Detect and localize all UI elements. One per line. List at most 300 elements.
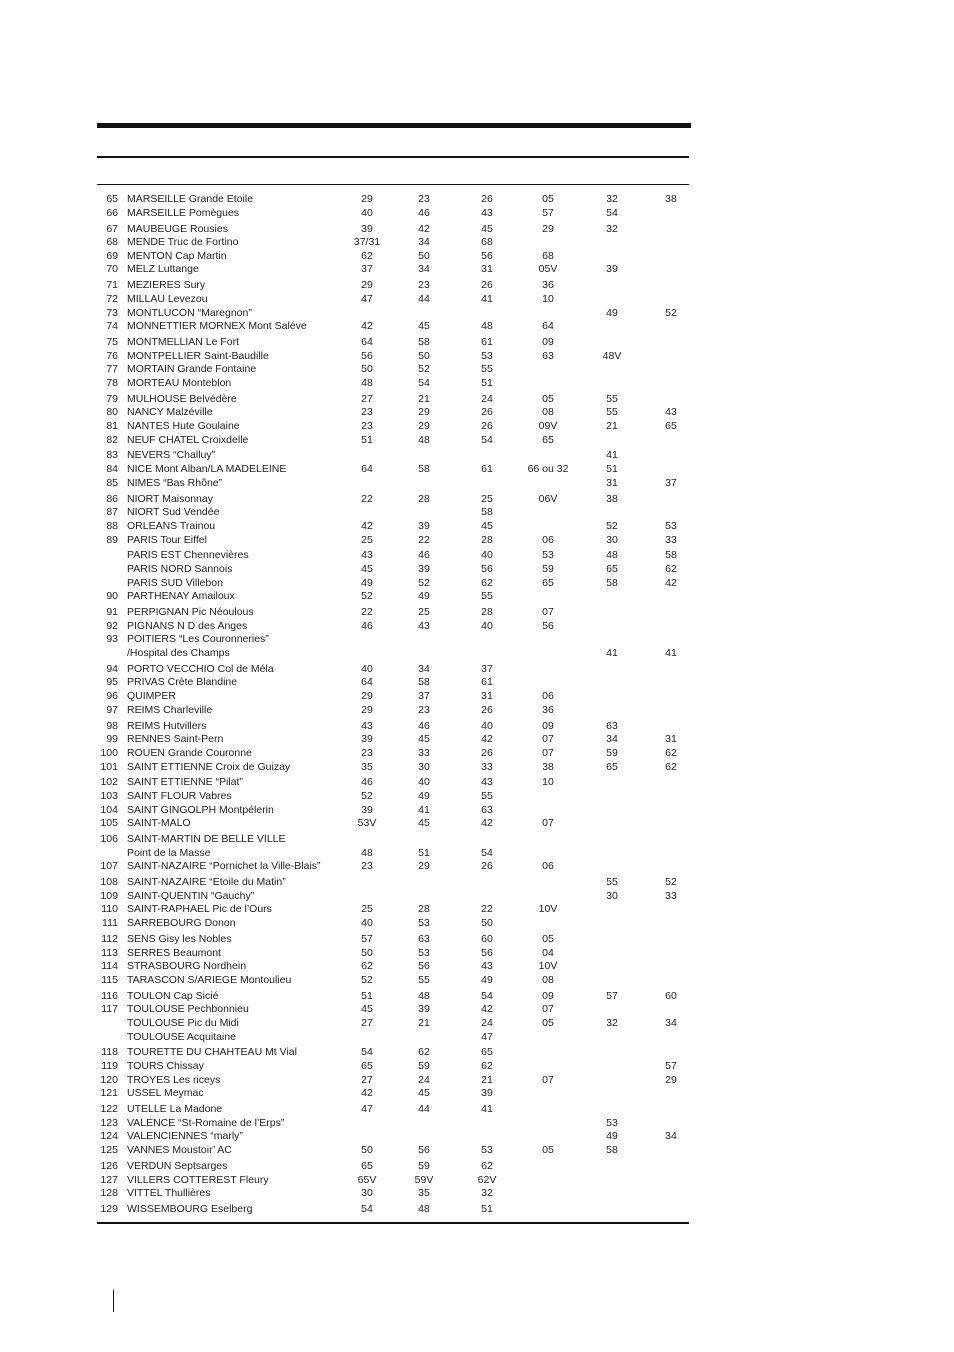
channel-value-1: 40 xyxy=(361,206,373,219)
station-name: POITIERS “Les Couronneries” xyxy=(127,633,269,646)
station-name: NANTES Hute Goulaine xyxy=(127,420,240,432)
header-rule-thick xyxy=(97,123,691,128)
row-number: 95 xyxy=(106,676,118,689)
channel-value-4: 10 xyxy=(542,776,554,789)
row-number: 128 xyxy=(100,1187,118,1200)
channel-value-2: 46 xyxy=(418,549,430,562)
channel-value-3: 62 xyxy=(481,1060,493,1072)
row-number: 85 xyxy=(106,476,118,489)
channel-value-1: 49 xyxy=(361,576,373,589)
channel-value-4: 07 xyxy=(542,606,554,618)
channel-value-4: 05 xyxy=(542,1016,554,1029)
channel-value-4: 05V xyxy=(538,263,558,276)
channel-value-2: 46 xyxy=(418,206,430,219)
station-name: SAINT-NAZAIRE “Pornichet la Ville-Blais” xyxy=(127,860,321,873)
channel-value-3: 40 xyxy=(481,549,493,562)
channel-value-2: 35 xyxy=(418,1187,430,1200)
channel-value-2: 44 xyxy=(418,1103,430,1116)
station-name: PARIS SUD Villebon xyxy=(127,576,223,589)
channel-value-6: 62 xyxy=(665,562,677,575)
channel-value-1: 62 xyxy=(361,960,373,973)
station-name: MORTEAU Monteblon xyxy=(127,376,232,389)
station-name: MENDE Truc de Fortino xyxy=(127,236,239,249)
station-name: NIORT Maisonnay xyxy=(127,492,213,505)
channel-value-6: 41 xyxy=(665,647,677,659)
channel-value-3: 65 xyxy=(481,1046,493,1059)
row-number: 108 xyxy=(100,876,118,889)
row-number: 115 xyxy=(101,973,118,986)
station-name: SENS Gisy les Nobles xyxy=(127,932,232,945)
channel-value-1: 64 xyxy=(361,335,373,348)
channel-value-3: 24 xyxy=(481,1016,493,1029)
channel-value-2: 52 xyxy=(418,363,430,376)
channel-value-6: 58 xyxy=(665,549,677,562)
channel-value-1: 25 xyxy=(361,533,373,546)
channel-value-4: 59 xyxy=(542,562,554,575)
channel-value-4: 06V xyxy=(538,492,558,505)
channel-value-5: 58 xyxy=(606,1144,618,1157)
station-name: MARSEILLE Pomègues xyxy=(127,206,240,219)
channel-value-4: 09 xyxy=(542,719,554,732)
channel-value-6: 60 xyxy=(665,989,677,1002)
channel-value-3: 26 xyxy=(481,406,493,419)
channel-value-2: 29 xyxy=(418,420,430,432)
channel-value-1: 29 xyxy=(361,279,373,292)
station-name: VANNES Moustoir’ AC xyxy=(127,1144,232,1157)
page-margin-mark xyxy=(113,1290,114,1312)
channel-value-5: 41 xyxy=(606,449,618,462)
channel-value-4: 04 xyxy=(542,946,554,959)
channel-value-1: 43 xyxy=(361,719,373,732)
row-number: 125 xyxy=(100,1144,118,1157)
channel-value-6: 31 xyxy=(665,733,677,746)
row-number: 88 xyxy=(106,519,118,532)
station-name: SAINT ETTIENNE Croix de Guizay xyxy=(127,760,291,773)
channel-value-2: 59 xyxy=(418,1159,430,1172)
station-name: UTELLE La Madone xyxy=(127,1103,223,1116)
station-name: RENNES Saint-Pern xyxy=(127,733,224,746)
channel-value-4: 66 ou 32 xyxy=(527,463,569,476)
channel-value-3: 41 xyxy=(481,292,493,305)
channel-value-2: 43 xyxy=(418,619,430,632)
channel-value-3: 68 xyxy=(481,236,493,249)
channel-value-3: 45 xyxy=(481,519,493,532)
channel-value-2: 39 xyxy=(418,519,430,532)
station-name: NEUF CHATEL Croixdelle xyxy=(127,433,249,446)
row-number: 68 xyxy=(106,236,118,249)
channel-value-4: 05 xyxy=(542,1144,554,1157)
channel-value-4: 07 xyxy=(542,817,554,830)
station-name: PORTO VECCHIO Col de Méla xyxy=(127,662,274,675)
channel-value-3: 40 xyxy=(481,719,493,732)
channel-value-1: 47 xyxy=(361,1103,373,1116)
row-number: 119 xyxy=(101,1060,118,1072)
channel-value-3: 42 xyxy=(481,817,493,830)
channel-value-3: 51 xyxy=(481,1203,493,1215)
channel-value-1: 56 xyxy=(361,349,373,362)
channel-value-4: 65 xyxy=(542,433,554,446)
station-name: SAINT GINGOLPH Montpélerin xyxy=(127,803,274,816)
channel-value-2: 33 xyxy=(418,746,430,759)
channel-value-2: 45 xyxy=(418,1087,430,1100)
channel-value-5: 54 xyxy=(606,206,618,219)
row-number: 114 xyxy=(101,960,118,973)
channel-value-3: 55 xyxy=(481,789,493,802)
channel-value-4: 10V xyxy=(538,960,558,973)
channel-value-2: 34 xyxy=(418,236,430,249)
channel-value-2: 58 xyxy=(418,463,430,476)
row-number: 89 xyxy=(106,533,118,546)
channel-value-3: 55 xyxy=(481,590,493,603)
channel-value-4: 29 xyxy=(542,222,554,235)
station-name: SAINT ETTIENNE “Pilat” xyxy=(127,776,243,789)
row-number: 97 xyxy=(106,703,118,716)
channel-value-1: 57 xyxy=(361,932,373,945)
channel-value-4: 06 xyxy=(542,533,554,546)
station-name: VALENCIENNES “marly” xyxy=(127,1130,243,1143)
channel-value-5: 41 xyxy=(606,647,618,659)
channel-value-2: 40 xyxy=(418,776,430,789)
channel-value-6: 65 xyxy=(665,420,677,432)
channel-value-3: 40 xyxy=(481,619,493,632)
channel-value-3: 62 xyxy=(481,1159,493,1172)
channel-value-1: 42 xyxy=(361,1087,373,1100)
channel-value-1: 50 xyxy=(361,946,373,959)
row-number: 99 xyxy=(106,733,118,746)
header-rule-thin xyxy=(97,156,689,158)
channel-value-5: 30 xyxy=(606,533,618,546)
channel-value-2: 52 xyxy=(418,576,430,589)
channel-value-3: 42 xyxy=(481,1003,493,1016)
channel-value-3: 26 xyxy=(481,193,493,205)
channel-value-1: 25 xyxy=(361,903,373,916)
station-name: TARASCON S/ARIEGE Montoulieu xyxy=(127,973,292,986)
row-number: 118 xyxy=(101,1046,118,1059)
channel-value-3: 54 xyxy=(481,846,493,859)
channel-value-1: 50 xyxy=(361,363,373,376)
channel-value-4: 38 xyxy=(542,760,554,773)
channel-value-1: 52 xyxy=(361,973,373,986)
channel-value-3: 49 xyxy=(481,973,493,986)
channel-value-3: 58 xyxy=(481,506,493,519)
channel-value-4: 65 xyxy=(542,576,554,589)
channel-value-5: 57 xyxy=(606,989,618,1002)
channel-value-3: 22 xyxy=(481,903,493,916)
row-number: 84 xyxy=(106,463,118,476)
channel-value-1: 29 xyxy=(361,703,373,716)
row-number: 106 xyxy=(100,833,118,845)
station-name: TROYES Les riceys xyxy=(127,1073,221,1086)
channel-value-1: 27 xyxy=(361,392,373,405)
channel-value-6: 53 xyxy=(665,519,677,532)
table-bottom-rule xyxy=(97,1222,689,1224)
channel-value-2: 23 xyxy=(418,193,430,205)
channel-value-4: 09 xyxy=(542,989,554,1002)
channel-value-4: 07 xyxy=(542,733,554,746)
channel-value-5: 31 xyxy=(606,476,618,489)
station-name: TOURS Chissay xyxy=(127,1060,204,1072)
station-name: PRIVAS Crète Blandine xyxy=(127,676,238,689)
row-number: 96 xyxy=(106,690,118,703)
station-name: NIMES “Bas Rhône” xyxy=(127,476,223,489)
row-number: 77 xyxy=(106,363,118,376)
channel-value-1: 47 xyxy=(361,292,373,305)
station-name: MORTAIN Grande Fontaine xyxy=(127,363,257,376)
station-name: VILLERS COTTEREST Fleury xyxy=(127,1173,269,1186)
station-name: MONTLUCON “Maregnon” xyxy=(127,306,252,319)
station-name: TOULOUSE Acquitaine xyxy=(127,1030,236,1043)
channel-value-2: 29 xyxy=(418,860,430,873)
station-name: PARTHENAY Amailoux xyxy=(127,590,235,603)
channel-value-2: 48 xyxy=(418,1203,430,1215)
row-number: 67 xyxy=(106,222,118,235)
station-name: MONNETTIER MORNEX Mont Saléve xyxy=(127,320,307,333)
channel-value-2: 45 xyxy=(418,733,430,746)
channel-value-3: 26 xyxy=(481,703,493,716)
row-number: 98 xyxy=(106,719,118,732)
channel-value-6: 52 xyxy=(665,306,677,319)
channel-value-3: 51 xyxy=(481,376,493,389)
channel-value-4: 64 xyxy=(542,320,554,333)
channel-value-4: 05 xyxy=(542,193,554,205)
channel-value-1: 23 xyxy=(361,746,373,759)
channel-value-3: 62V xyxy=(477,1173,497,1186)
channel-value-1: 42 xyxy=(361,320,373,333)
channel-value-3: 26 xyxy=(481,746,493,759)
channel-value-4: 09 xyxy=(542,335,554,348)
channel-value-4: 07 xyxy=(542,1073,554,1086)
channel-value-2: 39 xyxy=(418,562,430,575)
row-number: 111 xyxy=(102,917,118,930)
channel-value-3: 56 xyxy=(481,946,493,959)
channel-value-1: 48 xyxy=(361,846,373,859)
channel-value-1: 29 xyxy=(361,690,373,703)
row-number: 76 xyxy=(106,349,118,362)
row-number: 94 xyxy=(106,662,118,675)
channel-value-2: 51 xyxy=(418,846,430,859)
row-number: 91 xyxy=(106,606,118,618)
channel-value-5: 32 xyxy=(606,222,618,235)
channel-value-2: 41 xyxy=(418,803,430,816)
channel-value-6: 33 xyxy=(665,889,677,902)
channel-value-5: 49 xyxy=(606,1130,618,1143)
channel-value-3: 39 xyxy=(481,1087,493,1100)
row-number: 126 xyxy=(100,1159,118,1172)
station-name: VITTEL Thullières xyxy=(127,1187,211,1200)
channel-value-1: 52 xyxy=(361,590,373,603)
channel-value-1: 50 xyxy=(361,1144,373,1157)
channel-value-5: 63 xyxy=(606,719,618,732)
channel-value-3: 56 xyxy=(481,249,493,262)
channel-value-3: 54 xyxy=(481,433,493,446)
station-name: MARSEILLE Grande Etoile xyxy=(127,193,254,205)
channel-value-4: 10 xyxy=(542,292,554,305)
channel-value-3: 26 xyxy=(481,860,493,873)
table-top-rule xyxy=(97,184,689,185)
row-number: 105 xyxy=(100,817,118,830)
row-number: 112 xyxy=(101,932,118,945)
channel-value-5: 49 xyxy=(606,306,618,319)
channel-value-1: 51 xyxy=(361,433,373,446)
station-name: NEVERS “Challuy” xyxy=(127,449,216,462)
channel-value-1: 40 xyxy=(361,662,373,675)
channel-value-4: 68 xyxy=(542,249,554,262)
row-number: 109 xyxy=(100,889,118,902)
row-number: 121 xyxy=(100,1087,118,1100)
station-name: QUIMPER xyxy=(127,690,177,703)
station-name: WISSEMBOURG Eselberg xyxy=(127,1203,253,1215)
station-name: TOULOUSE Pic du Midi xyxy=(127,1016,239,1029)
row-number: 123 xyxy=(100,1116,118,1129)
row-number: 127 xyxy=(100,1173,118,1186)
channel-value-5: 55 xyxy=(606,406,618,419)
channel-value-1: 42 xyxy=(361,519,373,532)
channel-value-2: 24 xyxy=(418,1073,430,1086)
channel-value-1: 62 xyxy=(361,249,373,262)
channel-value-1: 39 xyxy=(361,733,373,746)
station-name: NANCY Malzéville xyxy=(127,406,213,419)
row-number: 113 xyxy=(101,946,118,959)
channel-value-6: 62 xyxy=(665,746,677,759)
channel-value-2: 56 xyxy=(418,960,430,973)
row-number: 86 xyxy=(106,492,118,505)
channel-value-5: 39 xyxy=(606,263,618,276)
station-name: REIMS Hutvillers xyxy=(127,719,207,732)
station-name: SAINT-QUENTIN “Gauchy” xyxy=(127,889,255,902)
channel-value-5: 65 xyxy=(606,760,618,773)
channel-value-3: 26 xyxy=(481,420,493,432)
channel-value-2: 28 xyxy=(418,492,430,505)
station-name: PERPIGNAN Pic Néoulous xyxy=(127,606,254,618)
channel-value-2: 39 xyxy=(418,1003,430,1016)
channel-value-2: 34 xyxy=(418,662,430,675)
channel-value-2: 50 xyxy=(418,349,430,362)
channel-value-5: 55 xyxy=(606,392,618,405)
station-name: SAINT-MALO xyxy=(127,817,191,830)
station-name: VALENCE “St-Romaine de l’Erps” xyxy=(127,1116,285,1129)
channel-value-4: 36 xyxy=(542,703,554,716)
station-name: PARIS NORD Sannois xyxy=(127,562,233,575)
channel-value-1: 23 xyxy=(361,406,373,419)
channel-value-3: 24 xyxy=(481,392,493,405)
channel-value-1: 54 xyxy=(361,1203,373,1215)
channel-value-3: 63 xyxy=(481,803,493,816)
channel-value-5: 58 xyxy=(606,576,618,589)
channel-value-4: 56 xyxy=(542,619,554,632)
channel-value-5: 55 xyxy=(606,876,618,889)
station-name: TOULOUSE Pechbonnieu xyxy=(127,1003,249,1016)
channel-value-1: 65 xyxy=(361,1060,373,1072)
channel-value-3: 61 xyxy=(481,335,493,348)
row-number: 92 xyxy=(106,619,118,632)
channel-value-3: 43 xyxy=(481,960,493,973)
channel-value-4: 07 xyxy=(542,1003,554,1016)
channel-value-3: 33 xyxy=(481,760,493,773)
channel-value-5: 21 xyxy=(606,420,618,432)
channel-value-3: 31 xyxy=(481,263,493,276)
channel-value-2: 30 xyxy=(418,760,430,773)
channel-value-2: 62 xyxy=(418,1046,430,1059)
channel-value-1: 64 xyxy=(361,463,373,476)
channel-value-5: 34 xyxy=(606,733,618,746)
channel-value-1: 30 xyxy=(361,1187,373,1200)
row-number: 79 xyxy=(106,392,118,405)
channel-value-6: 52 xyxy=(665,876,677,889)
channel-value-4: 09V xyxy=(538,420,558,432)
row-number: 117 xyxy=(101,1003,118,1016)
channel-value-1: 23 xyxy=(361,860,373,873)
channel-value-3: 28 xyxy=(481,606,493,618)
station-name: VERDUN Septsarges xyxy=(127,1159,228,1172)
row-number: 70 xyxy=(106,263,118,276)
channel-value-1: 45 xyxy=(361,562,373,575)
channel-value-5: 30 xyxy=(606,889,618,902)
channel-value-2: 54 xyxy=(418,376,430,389)
station-name: MAUBEUGE Rousies xyxy=(127,222,228,235)
channel-value-2: 25 xyxy=(418,606,430,618)
channel-value-3: 55 xyxy=(481,363,493,376)
station-name: MILLAU Levezou xyxy=(127,292,208,305)
channel-value-3: 43 xyxy=(481,776,493,789)
channel-value-3: 61 xyxy=(481,676,493,689)
channel-value-3: 54 xyxy=(481,989,493,1002)
channel-value-1: 23 xyxy=(361,420,373,432)
channel-value-5: 32 xyxy=(606,1016,618,1029)
channel-value-3: 37 xyxy=(481,662,493,675)
channel-value-2: 29 xyxy=(418,406,430,419)
station-name: MENTON Cap Martin xyxy=(127,249,227,262)
channel-value-6: 42 xyxy=(665,576,677,589)
channel-value-2: 48 xyxy=(418,989,430,1002)
channel-value-3: 61 xyxy=(481,463,493,476)
channel-value-2: 45 xyxy=(418,817,430,830)
channel-value-5: 53 xyxy=(606,1116,618,1129)
channel-value-3: 62 xyxy=(481,576,493,589)
row-number: 73 xyxy=(106,306,118,319)
channel-value-6: 34 xyxy=(665,1130,677,1143)
channel-value-1: 40 xyxy=(361,917,373,930)
channel-value-1: 65 xyxy=(361,1159,373,1172)
channel-value-1: 51 xyxy=(361,989,373,1002)
channel-value-1: 22 xyxy=(361,492,373,505)
channel-value-4: 06 xyxy=(542,690,554,703)
channel-value-1: 54 xyxy=(361,1046,373,1059)
channel-value-3: 45 xyxy=(481,222,493,235)
channel-value-2: 45 xyxy=(418,320,430,333)
channel-value-1: 46 xyxy=(361,619,373,632)
channel-value-4: 05 xyxy=(542,932,554,945)
channel-value-1: 65V xyxy=(357,1173,377,1186)
channel-value-2: 50 xyxy=(418,249,430,262)
row-number: 116 xyxy=(101,989,118,1002)
channel-value-1: 27 xyxy=(361,1073,373,1086)
channel-value-3: 41 xyxy=(481,1103,493,1116)
station-name: MONTMELLIAN Le Fort xyxy=(127,335,240,348)
station-name: PARIS EST Chennevières xyxy=(127,549,249,562)
channel-value-3: 48 xyxy=(481,320,493,333)
channel-value-5: 52 xyxy=(606,519,618,532)
row-number: 124 xyxy=(100,1130,118,1143)
channel-value-2: 21 xyxy=(418,1016,430,1029)
channel-value-6: 43 xyxy=(665,406,677,419)
channel-value-2: 49 xyxy=(418,590,430,603)
row-number: 90 xyxy=(106,590,118,603)
channel-value-3: 21 xyxy=(481,1073,493,1086)
channel-value-2: 23 xyxy=(418,703,430,716)
channel-value-1: 52 xyxy=(361,789,373,802)
row-number: 104 xyxy=(100,803,118,816)
row-number: 103 xyxy=(100,789,118,802)
